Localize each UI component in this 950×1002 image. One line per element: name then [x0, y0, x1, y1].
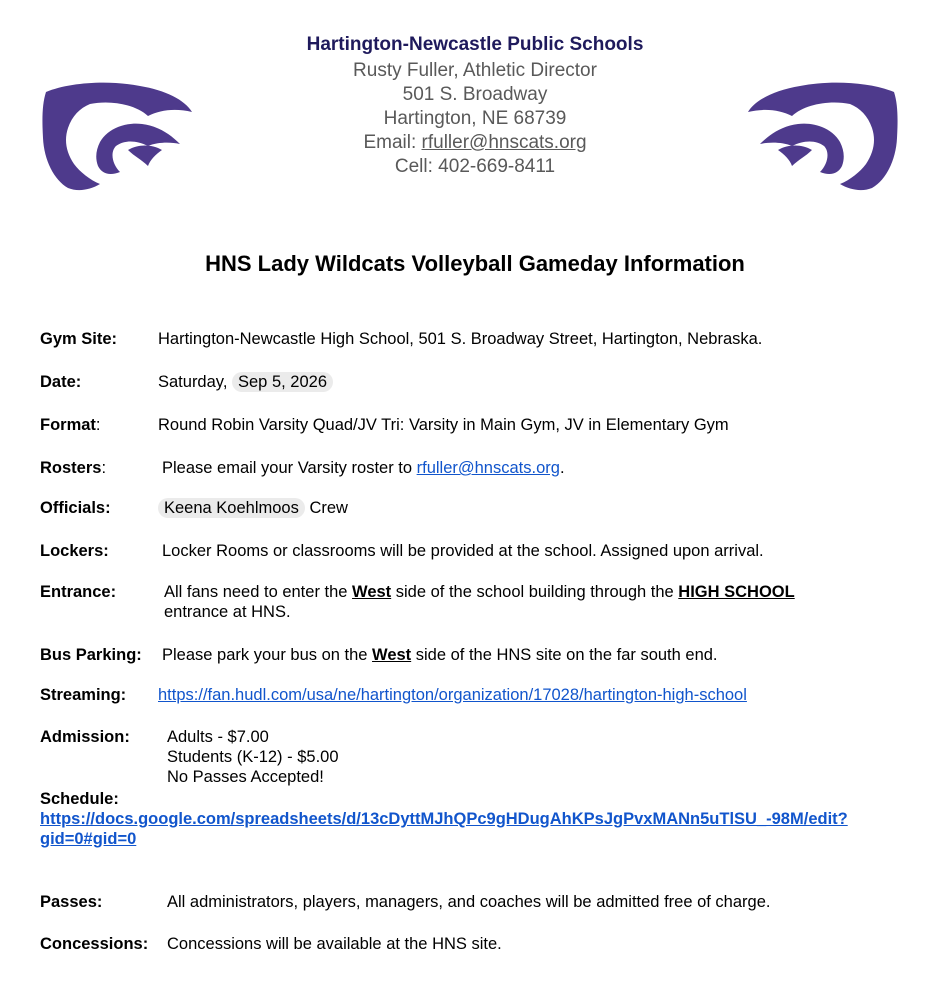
entrance-text-1: All fans need to enter the — [164, 583, 353, 601]
concessions-label: Concessions: — [40, 935, 149, 953]
streaming-label: Streaming: — [40, 686, 127, 704]
page-title: HNS Lady Wildcats Volleyball Gameday Information — [205, 251, 745, 276]
admission-label: Admission: — [40, 728, 130, 746]
bus-text-1: Please park your bus on the — [162, 646, 373, 664]
gym-site-label: Gym Site: — [40, 330, 118, 348]
officials-label: Officials: — [40, 499, 111, 517]
format-label-colon: : — [95, 416, 101, 434]
passes-label: Passes: — [40, 893, 103, 911]
schedule-link-line-2[interactable]: gid=0#gid=0 — [40, 830, 137, 848]
rosters-suffix: . — [559, 459, 565, 477]
rosters-label — [40, 458, 106, 478]
streaming-link[interactable]: https://fan.hudl.com/usa/ne/hartington/organization/17028/hartington-high-school — [158, 686, 747, 704]
schedule-link-line-1[interactable]: https://docs.google.com/spreadsheets/d/13cDyttMJhQPc9gHDugAhKPsJgPvxMANn5uTlSU_-98M/edit? — [40, 810, 848, 828]
officials-suffix: Crew — [309, 499, 348, 517]
header-street: 501 S. Broadway — [402, 84, 548, 105]
concessions-value: Concessions will be available at the HNS site. — [167, 935, 502, 953]
admission-no-passes: No Passes Accepted! — [167, 768, 324, 786]
date-value — [158, 372, 333, 392]
lockers-value: Locker Rooms or classrooms will be provided at the school. Assigned upon arrival. — [162, 542, 764, 560]
gym-site-value: Hartington-Newcastle High School, 501 S. Broadway Street, Hartington, Nebraska. — [158, 330, 763, 348]
rosters-email-link[interactable]: rfuller@hnscats.org — [416, 459, 560, 477]
entrance-text-2: side of the school building through the — [391, 583, 679, 601]
admission-students: Students (K-12) - $5.00 — [167, 748, 339, 766]
bus-west: West — [372, 646, 412, 664]
header-org-name: Hartington-Newcastle Public Schools — [306, 34, 644, 55]
header-city: Hartington, NE 68739 — [383, 108, 567, 129]
date-prefix: Saturday, — [158, 373, 228, 391]
format-label — [40, 415, 101, 435]
lockers-label: Lockers: — [40, 542, 109, 560]
rosters-label-text: Rosters — [40, 459, 102, 477]
officials-value — [158, 498, 348, 518]
bus-text-2: side of the HNS site on the far south end. — [411, 646, 718, 664]
bus-parking-label: Bus Parking: — [40, 646, 142, 664]
rosters-label-colon: : — [101, 459, 107, 477]
header-cell: Cell: 402-669-8411 — [394, 156, 556, 177]
schedule-label: Schedule: — [40, 790, 119, 808]
passes-value: All administrators, players, managers, and coaches will be admitted free of charge. — [167, 893, 771, 911]
entrance-high-school: HIGH SCHOOL — [678, 583, 795, 601]
bus-parking-value — [162, 645, 718, 665]
header-email-label: Email: — [363, 132, 422, 153]
rosters-value — [162, 458, 565, 478]
entrance-label: Entrance: — [40, 583, 117, 601]
rosters-prefix: Please email your Varsity roster to — [162, 459, 417, 477]
admission-adults: Adults - $7.00 — [167, 728, 269, 746]
format-value: Round Robin Varsity Quad/JV Tri: Varsity in Main Gym, JV in Elementary Gym — [158, 416, 729, 434]
format-label-text: Format — [40, 416, 96, 434]
date-chip[interactable]: Sep 5, 2026 — [232, 372, 333, 392]
entrance-line-2: entrance at HNS. — [164, 603, 291, 621]
date-label: Date: — [40, 373, 82, 391]
entrance-west: West — [352, 583, 392, 601]
officials-chip[interactable]: Keena Koehlmoos — [158, 498, 305, 518]
header-email-line — [0, 132, 950, 154]
header-email-link[interactable]: rfuller@hnscats.org — [421, 132, 587, 153]
header-director: Rusty Fuller, Athletic Director — [353, 60, 597, 81]
entrance-line-1 — [164, 582, 795, 602]
